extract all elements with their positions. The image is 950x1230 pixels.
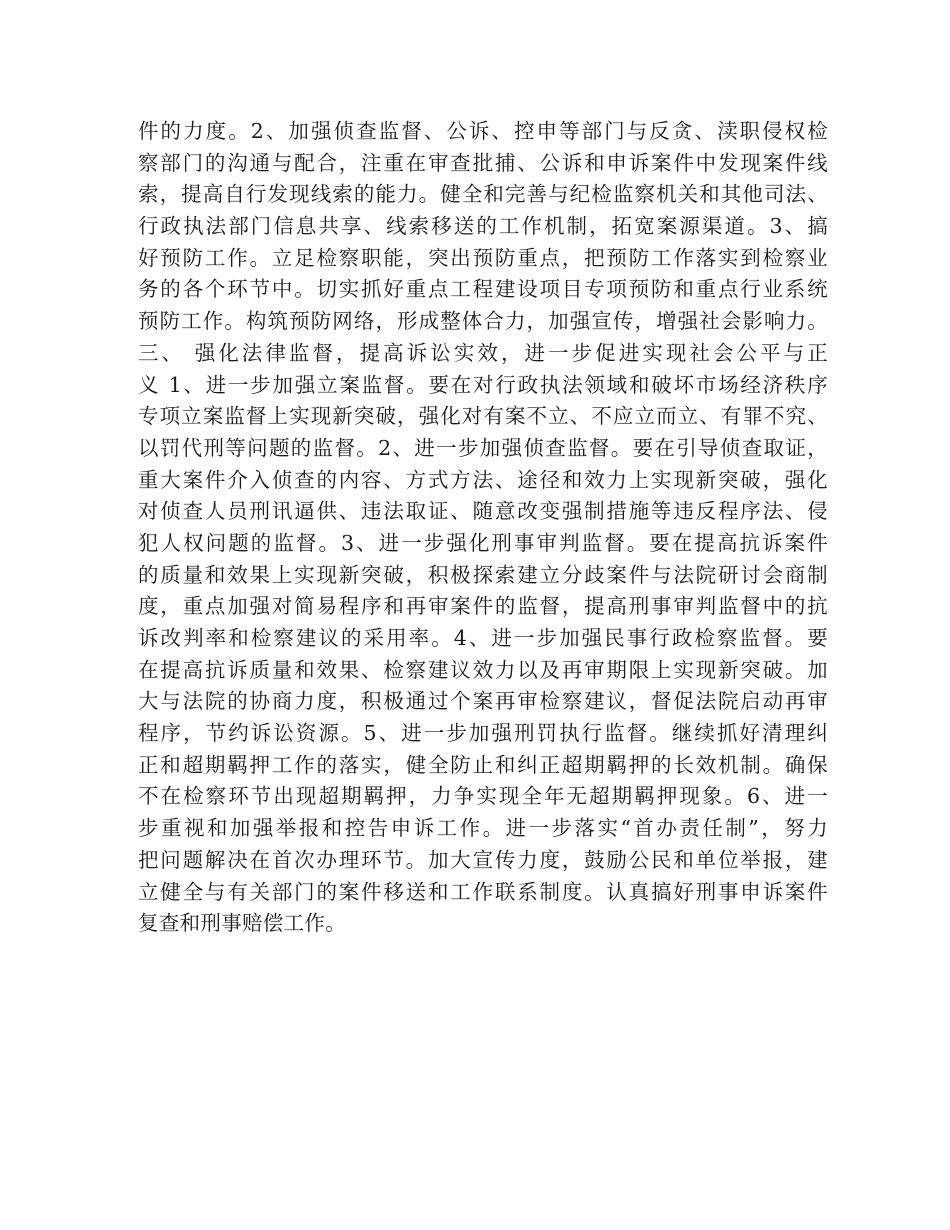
text-line: 义 1、进一步加强立案监督。要在对行政执法领域和破坏市场经济秩序: [138, 372, 828, 397]
text-line: 度，重点加强对简易程序和再审案件的监督，提高刑事审判监督中的抗: [138, 594, 828, 619]
text-line: 立健全与有关部门的案件移送和工作联系制度。认真搞好刑事申诉案件: [138, 879, 828, 904]
text-line: 索，提高自行发现线索的能力。健全和完善与纪检监察机关和其他司法、: [138, 182, 828, 207]
text-line: 在提高抗诉质量和效果、检察建议效力以及再审期限上实现新突破。加: [138, 657, 828, 682]
text-line: 以罚代刑等问题的监督。2、进一步加强侦查监督。要在引导侦查取证，: [138, 435, 828, 460]
body-text: [138, 116, 828, 940]
text-line: 务的各个环节中。切实抓好重点工程建设项目专项预防和重点行业系统: [138, 277, 828, 302]
text-line: 的质量和效果上实现新突破，积极探索建立分歧案件与法院研讨会商制: [138, 562, 828, 587]
text-line: 件的力度。2、加强侦查监督、公诉、控申等部门与反贪、渎职侵权检: [138, 119, 828, 143]
text-line: 步重视和加强举报和控告申诉工作。进一步落实“首办责任制”，努力: [138, 816, 828, 841]
text-line: 预防工作。构筑预防网络，形成整体合力，加强宣传，增强社会影响力。: [138, 309, 828, 334]
text-line: 复查和刑事赔偿工作。: [138, 911, 346, 936]
text-line: 行政执法部门信息共享、线索移送的工作机制，拓宽案源渠道。3、搞: [138, 214, 828, 239]
text-line: 重大案件介入侦查的内容、方式方法、途径和效力上实现新突破，强化: [138, 467, 828, 492]
text-line: 专项立案监督上实现新突破，强化对有案不立、不应立而立、有罪不究、: [138, 404, 828, 429]
text-line: 把问题解决在首次办理环节。加大宣传力度，鼓励公民和单位举报，建: [138, 847, 828, 872]
text-line: 对侦查人员刑讯逼供、违法取证、随意改变强制措施等违反程序法、侵: [138, 499, 828, 524]
text-line: 察部门的沟通与配合，注重在审查批捕、公诉和申诉案件中发现案件线: [138, 150, 828, 175]
text-line: 好预防工作。立足检察职能，突出预防重点，把预防工作落实到检察业: [138, 245, 828, 270]
text-line: 大与法院的协商力度，积极通过个案再审检察建议，督促法院启动再审: [138, 689, 828, 714]
text-line: 诉改判率和检察建议的采用率。4、进一步加强民事行政检察监督。要: [138, 626, 828, 650]
text-line: 程序，节约诉讼资源。5、进一步加强刑罚执行监督。继续抓好清理纠: [138, 721, 828, 746]
text-line: 犯人权问题的监督。3、进一步强化刑事审判监督。要在提高抗诉案件: [138, 530, 828, 555]
text-line: 不在检察环节出现超期羁押，力争实现全年无超期羁押现象。6、进一: [138, 784, 828, 809]
text-line: 正和超期羁押工作的落实，健全防止和纠正超期羁押的长效机制。确保: [138, 752, 828, 777]
text-line: 三、 强化法律监督，提高诉讼实效，进一步促进实现社会公平与正: [138, 340, 828, 365]
